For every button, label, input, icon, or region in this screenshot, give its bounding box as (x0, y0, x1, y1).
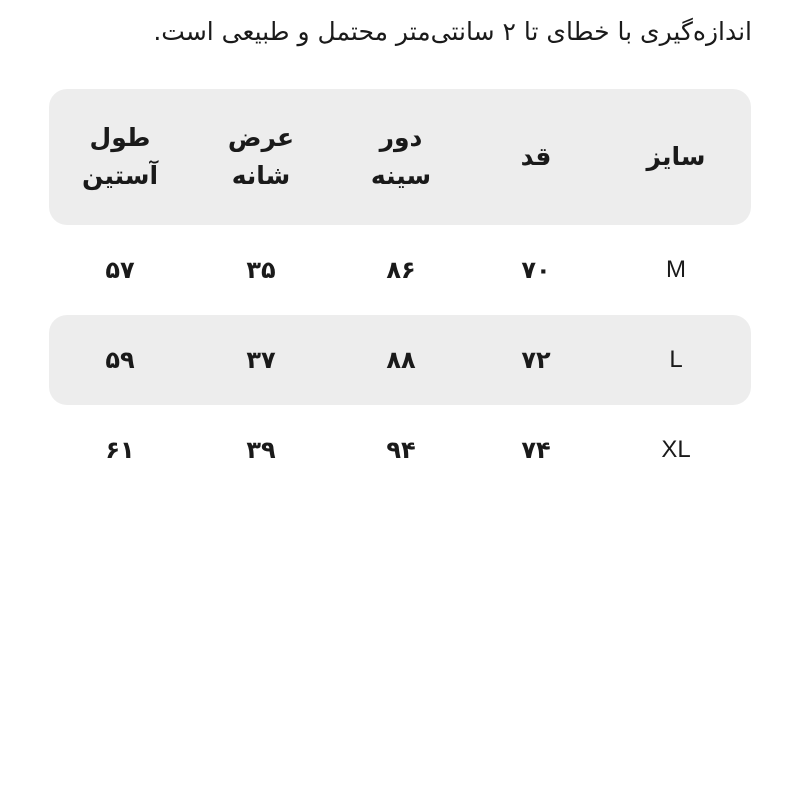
header-shoulder: عرض شانه (227, 123, 295, 190)
cell-shoulder: ۳۹ (246, 436, 276, 464)
size-table (49, 89, 751, 495)
cell-sleeve: ۵۹ (105, 346, 135, 374)
table-row (49, 225, 751, 315)
table-row (49, 405, 751, 495)
header-sleeve: طول آستین (81, 123, 159, 190)
cell-height: ۷۲ (521, 346, 551, 374)
header-height: قد (520, 142, 552, 171)
cell-size: XL (661, 436, 691, 463)
measurement-note: اندازه‌گیری با خطای تا ۲ سانتی‌متر محتمل و طبیعی است. (153, 17, 752, 46)
header-size: سایز (646, 142, 706, 171)
cell-size: L (669, 346, 683, 373)
cell-shoulder: ۳۷ (246, 346, 276, 374)
cell-chest: ۸۶ (386, 256, 416, 284)
cell-height: ۷۴ (521, 436, 551, 464)
cell-shoulder: ۳۵ (246, 256, 276, 284)
cell-size: M (666, 256, 686, 283)
cell-height: ۷۰ (521, 256, 551, 284)
cell-sleeve: ۶۱ (105, 436, 135, 464)
table-row (49, 315, 751, 405)
header-chest: دور سینه (370, 123, 432, 190)
cell-chest: ۸۸ (386, 346, 416, 374)
cell-sleeve: ۵۷ (105, 256, 135, 284)
cell-chest: ۹۴ (386, 436, 416, 464)
table-header-row (49, 89, 751, 225)
